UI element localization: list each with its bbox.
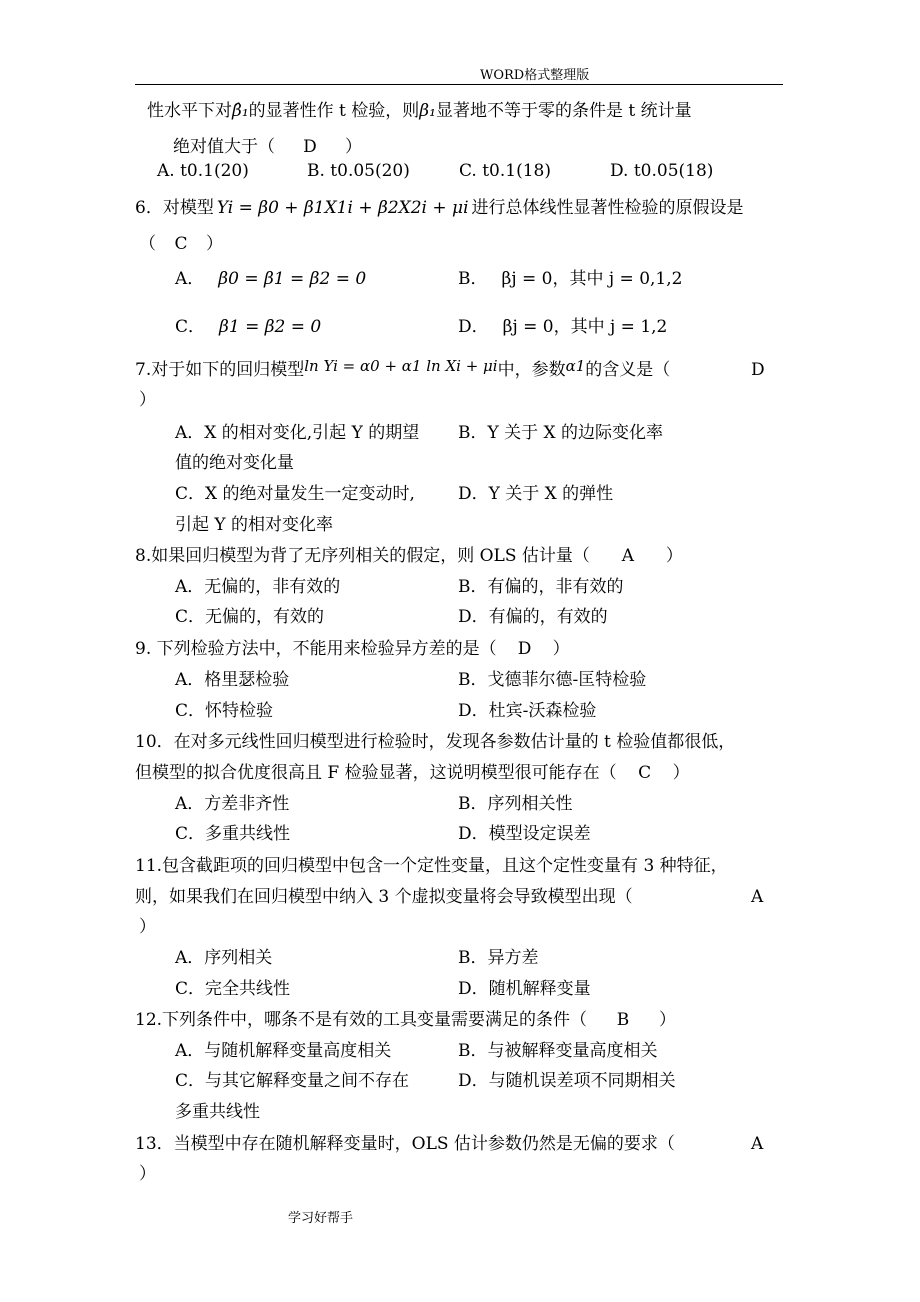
q6-paren-open: （ (139, 234, 156, 254)
q7-option-b: B．Y 关于 X 的边际变化率 (458, 423, 664, 443)
q8-stem-text: 8.如果回归模型为背了无序列相关的假定，则 OLS 估计量（ (135, 546, 590, 566)
q6-option-d-label: D． (458, 317, 489, 337)
q6-stem-b: 进行总体线性显著性检验的原假设是 (471, 198, 744, 218)
q10-option-b: B．序列相关性 (458, 794, 573, 814)
q9-answer: D (517, 639, 532, 659)
q5-stem-c: 显著地不等于零的条件是 t 统计量 (435, 101, 692, 121)
q9-option-c: C．怀特检验 (175, 701, 274, 721)
q5-option-c: C. t0.1(18) (459, 161, 551, 181)
q7-stem (135, 359, 670, 381)
header-rule (135, 84, 783, 85)
q8-option-c: C．无偏的，有效的 (175, 607, 325, 627)
q5-option-b: B. t0.05(20) (307, 161, 410, 181)
q10-option-c: C．多重共线性 (175, 824, 291, 844)
q8-paren-close: ） (665, 546, 683, 566)
q6-option-a (175, 268, 366, 290)
q6-option-b-formula: βj = 0，其中 j = 0,1,2 (501, 269, 683, 289)
q10-stem-line2 (135, 762, 690, 784)
q6-formula: Yi = β0 + β1X1i + β2X2i + μi (216, 198, 469, 218)
q7-option-a-line2: 值的绝对变化量 (175, 453, 294, 473)
q6-option-a-label: A． (175, 269, 205, 289)
q7-stem-b: 中，参数 (497, 360, 566, 380)
q6-option-a-formula: β0 = β1 = β2 = 0 (218, 269, 367, 289)
q10-option-a: A．方差非齐性 (175, 794, 290, 814)
q5-stem-line1 (147, 100, 692, 122)
q7-stem-a: 7.对于如下的回归模型 (135, 360, 305, 380)
q5-paren-open: 绝对值大于（ (173, 137, 275, 157)
q6-option-c-formula: β1 = β2 = 0 (219, 317, 322, 337)
q5-stem-a: 性水平下对 (147, 101, 232, 121)
q8-stem (135, 545, 683, 567)
q9-option-b: B．戈德菲尔德-匡特检验 (458, 670, 647, 690)
q10-option-d: D．模型设定误差 (458, 824, 591, 844)
q7-paren-close: ） (139, 390, 156, 410)
q13-stem: 13．当模型中存在随机解释变量时，OLS 估计参数仍然是无偏的要求（ (135, 1134, 675, 1154)
q5-option-a: A. t0.1(20) (157, 161, 249, 181)
q5-paren-close: ） (345, 137, 362, 157)
q6-stem (135, 197, 744, 219)
page-footer: 学习好帮手 (288, 1211, 354, 1226)
q6-option-c (175, 316, 321, 338)
q10-answer: C (638, 763, 652, 783)
q6-option-d-formula: βj = 0，其中 j = 1,2 (502, 317, 668, 337)
q7-option-c-line1: C．X 的绝对量发生一定变动时, (175, 484, 415, 504)
q9-paren-close: ） (552, 639, 570, 659)
q12-stem (135, 1009, 676, 1031)
q5-beta1-hat: β̂₁ (232, 101, 249, 121)
q6-option-b (458, 268, 682, 290)
q11-option-a: A．序列相关 (175, 948, 273, 968)
q11-answer: A (751, 887, 764, 907)
q12-stem-text: 12.下列条件中，哪条不是有效的工具变量需要满足的条件（ (135, 1010, 588, 1030)
q8-option-b: B．有偏的，非有效的 (458, 577, 624, 597)
q8-answer: A (621, 546, 635, 566)
q5-stem-line2 (173, 136, 362, 158)
q11-paren-close: ） (139, 917, 156, 937)
q12-option-c-line1: C．与其它解释变量之间不存在 (175, 1071, 410, 1091)
q7-answer: D (751, 360, 765, 380)
q5-stem-b: 的显著性作 t 检验，则 (248, 101, 420, 121)
q9-stem (135, 638, 570, 660)
q7-option-a-line1: A．X 的相对变化,引起 Y 的期望 (175, 423, 420, 443)
q12-option-c-line2: 多重共线性 (175, 1102, 260, 1122)
q9-option-a: A．格里瑟检验 (175, 670, 290, 690)
q12-option-a: A．与随机解释变量高度相关 (175, 1041, 392, 1061)
q13-paren-close: ） (139, 1164, 156, 1184)
q10-paren-close: ） (672, 763, 690, 783)
q12-answer: B (616, 1010, 630, 1030)
q10-stem-text: 但模型的拟合优度很高且 F 检验显著，这说明模型很可能存在（ (135, 763, 617, 783)
q9-option-d: D．杜宾-沃森检验 (458, 701, 597, 721)
q8-option-a: A．无偏的，非有效的 (175, 577, 341, 597)
q5-option-d: D. t0.05(18) (610, 161, 714, 181)
q9-stem-text: 9. 下列检验方法中，不能用来检验异方差的是（ (135, 639, 497, 659)
q5-answer: D (303, 137, 317, 157)
q6-option-d (458, 316, 667, 338)
q6-answer: C (174, 234, 188, 254)
q12-paren-close: ） (659, 1010, 677, 1030)
q11-option-d: D．随机解释变量 (458, 979, 591, 999)
q7-option-c-line2: 引起 Y 的相对变化率 (175, 515, 334, 535)
q7-formula: ln Yi = α0 + α1 ln Xi + μi (304, 357, 498, 375)
q7-param: α1 (565, 357, 586, 375)
q6-option-c-label: C． (175, 317, 206, 337)
q10-stem-line1: 10．在对多元线性回归模型进行检验时，发现各参数估计量的 t 检验值都很低， (135, 732, 736, 752)
q11-stem-line2: 则，如果我们在回归模型中纳入 3 个虚拟变量将会导致模型出现（ (135, 887, 633, 907)
q11-option-c: C．完全共线性 (175, 979, 291, 999)
q5-beta1: β₁ (419, 101, 436, 121)
q6-option-b-label: B． (458, 269, 488, 289)
q6-stem-a: 6．对模型 (135, 198, 214, 218)
q7-option-d: D．Y 关于 X 的弹性 (458, 484, 614, 504)
q6-paren-close: ） (206, 234, 223, 254)
q11-stem-line1: 11.包含截距项的回归模型中包含一个定性变量，且这个定性变量有 3 种特征， (135, 856, 728, 876)
q7-stem-c: 的含义是（ (585, 360, 671, 380)
q12-option-b: B．与被解释变量高度相关 (458, 1041, 658, 1061)
q11-option-b: B．异方差 (458, 948, 539, 968)
page-header: WORD格式整理版 (480, 68, 590, 83)
q6-answer-line (139, 233, 223, 255)
q13-answer: A (751, 1134, 764, 1154)
q8-option-d: D．有偏的，有效的 (458, 607, 608, 627)
q12-option-d: D．与随机误差项不同期相关 (458, 1071, 676, 1091)
